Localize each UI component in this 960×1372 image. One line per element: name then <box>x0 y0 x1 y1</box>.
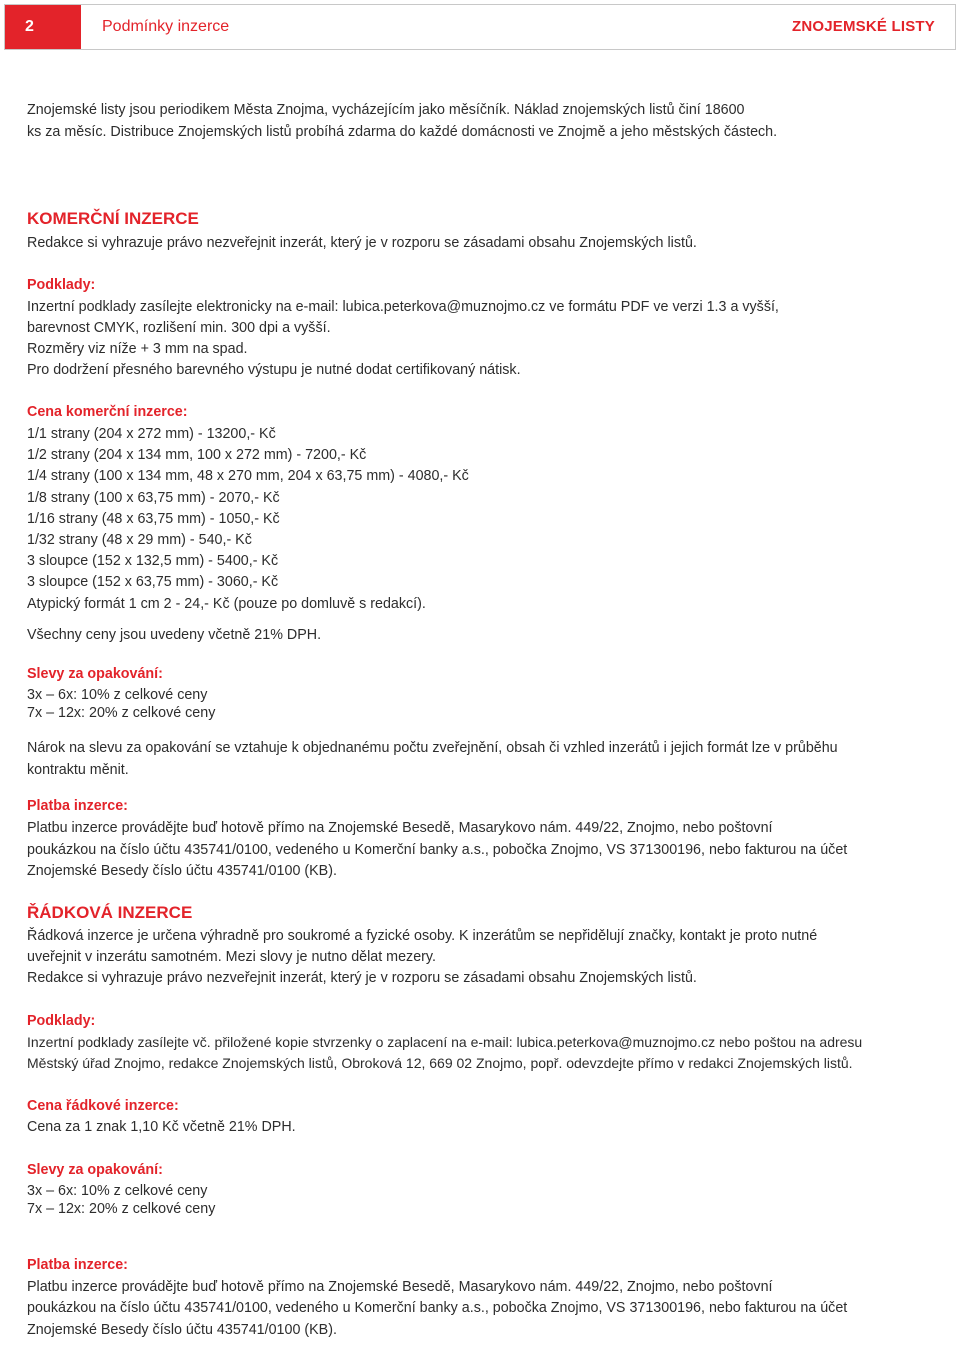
commercial-materials-label: Podklady: <box>27 277 96 293</box>
classified-discount-label: Slevy za opakování: <box>27 1162 163 1178</box>
section-heading-commercial: KOMERČNÍ INZERCE <box>27 209 199 228</box>
classified-intro-line: uveřejnit v inzerátu samotném. Mezi slovy je nutno dělat mezery. <box>27 949 436 965</box>
vat-note: Všechny ceny jsou uvedeny včetně 21% DPH. <box>27 627 322 643</box>
payment-line: poukázkou na číslo účtu 435741/0100, vedeného u Komerční banky a.s., pobočka Znojmo, VS 371300196, nebo fakturou na účet <box>27 1300 848 1316</box>
price-list-item: 3 sloupce (152 x 63,75 mm) - 3060,- Kč <box>27 574 279 590</box>
payment-line: Znojemské Besedy číslo účtu 435741/0100 (KB). <box>27 1322 337 1338</box>
classified-intro-line: Řádková inzerce je určena výhradně pro soukromé a fyzické osoby. K inzerátům se nepřidělují značky, kontakt je proto nutné <box>27 928 818 944</box>
commercial-payment-label: Platba inzerce: <box>27 798 128 814</box>
classified-materials-label: Podklady: <box>27 1013 96 1029</box>
commercial-materials-line: Pro dodržení přesného barevného výstupu je nutné dodat certifikovaný nátisk. <box>27 362 521 378</box>
price-list-item: 1/4 strany (100 x 134 mm, 48 x 270 mm, 204 x 63,75 mm) - 4080,- Kč <box>27 468 469 484</box>
price-list-item: 1/1 strany (204 x 272 mm) - 13200,- Kč <box>27 426 276 442</box>
classified-price: Cena za 1 znak 1,10 Kč včetně 21% DPH. <box>27 1119 296 1135</box>
classified-materials-line: Inzertní podklady zasílejte vč. přiložené kopie stvrzenky o zaplacení na e-mail: lubica.peterkova@muznojmo.cz nebo poštou na adresu <box>27 1034 863 1050</box>
commercial-materials-line: Rozměry viz níže + 3 mm na spad. <box>27 341 248 357</box>
discount-item: 3x – 6x: 10% z celkové ceny <box>27 687 208 703</box>
discount-note-line: kontraktu měnit. <box>27 762 129 778</box>
intro-line: Znojemské listy jsou periodikem Města Znojma, vycházejícím jako měsíčník. Náklad znojemských listů činí 18600 <box>27 102 745 118</box>
price-list-item: Atypický formát 1 cm 2 - 24,- Kč (pouze po domluvě s redakcí). <box>27 596 426 612</box>
classified-materials-line: Městský úřad Znojmo, redakce Znojemských listů, Obroková 12, 669 02 Znojmo, popř. odevzdejte přímo v redakci Znojemských listů. <box>27 1055 853 1071</box>
discount-item: 7x – 12x: 20% z celkové ceny <box>27 705 216 721</box>
classified-price-label: Cena řádkové inzerce: <box>27 1098 179 1114</box>
discount-item: 3x – 6x: 10% z celkové ceny <box>27 1183 208 1199</box>
commercial-materials-line: Inzertní podklady zasílejte elektronicky na e-mail: lubica.peterkova@muznojmo.cz ve formátu PDF ve verzi 1.3 a vyšší, <box>27 299 779 315</box>
commercial-discount-label: Slevy za opakování: <box>27 666 163 682</box>
header-brand: ZNOJEMSKÉ LISTY <box>791 18 935 35</box>
price-list-item: 1/16 strany (48 x 63,75 mm) - 1050,- Kč <box>27 511 280 527</box>
commercial-materials-line: barevnost CMYK, rozlišení min. 300 dpi a vyšší. <box>27 320 331 336</box>
commercial-price-label: Cena komerční inzerce: <box>27 404 188 420</box>
price-list-item: 1/32 strany (48 x 29 mm) - 540,- Kč <box>27 532 252 548</box>
price-list-item: 1/8 strany (100 x 63,75 mm) - 2070,- Kč <box>27 490 280 506</box>
page-number: 2 <box>5 5 81 49</box>
payment-line: Platbu inzerce provádějte buď hotově přímo na Znojemské Besedě, Masarykovo nám. 449/22, Znojmo, nebo poštovní <box>27 1279 773 1295</box>
payment-line: Platbu inzerce provádějte buď hotově přímo na Znojemské Besedě, Masarykovo nám. 449/22, Znojmo, nebo poštovní <box>27 820 773 836</box>
payment-line: Znojemské Besedy číslo účtu 435741/0100 (KB). <box>27 863 337 879</box>
commercial-rights-text: Redakce si vyhrazuje právo nezveřejnit inzerát, který je v rozporu se zásadami obsahu Znojemských listů. <box>27 235 697 251</box>
page-header <box>4 4 956 50</box>
price-list-item: 1/2 strany (204 x 134 mm, 100 x 272 mm) - 7200,- Kč <box>27 447 367 463</box>
intro-line: ks za měsíc. Distribuce Znojemských listů probíhá zdarma do každé domácnosti ve Znojmě a jeho městských částech. <box>27 124 778 140</box>
discount-item: 7x – 12x: 20% z celkové ceny <box>27 1201 216 1217</box>
header-title: Podmínky inzerce <box>102 18 230 35</box>
price-list-item: 3 sloupce (152 x 132,5 mm) - 5400,- Kč <box>27 553 279 569</box>
classified-intro-line: Redakce si vyhrazuje právo nezveřejnit inzerát, který je v rozporu se zásadami obsahu Znojemských listů. <box>27 970 697 986</box>
discount-note-line: Nárok na slevu za opakování se vztahuje k objednanému počtu zveřejnění, obsah či vzhled inzerátů i jejich formát lze v průběhu <box>27 740 838 756</box>
classified-payment-label: Platba inzerce: <box>27 1257 128 1273</box>
section-heading-classified: ŘÁDKOVÁ INZERCE <box>27 903 193 922</box>
payment-line: poukázkou na číslo účtu 435741/0100, vedeného u Komerční banky a.s., pobočka Znojmo, VS 371300196, nebo fakturou na účet <box>27 842 848 858</box>
